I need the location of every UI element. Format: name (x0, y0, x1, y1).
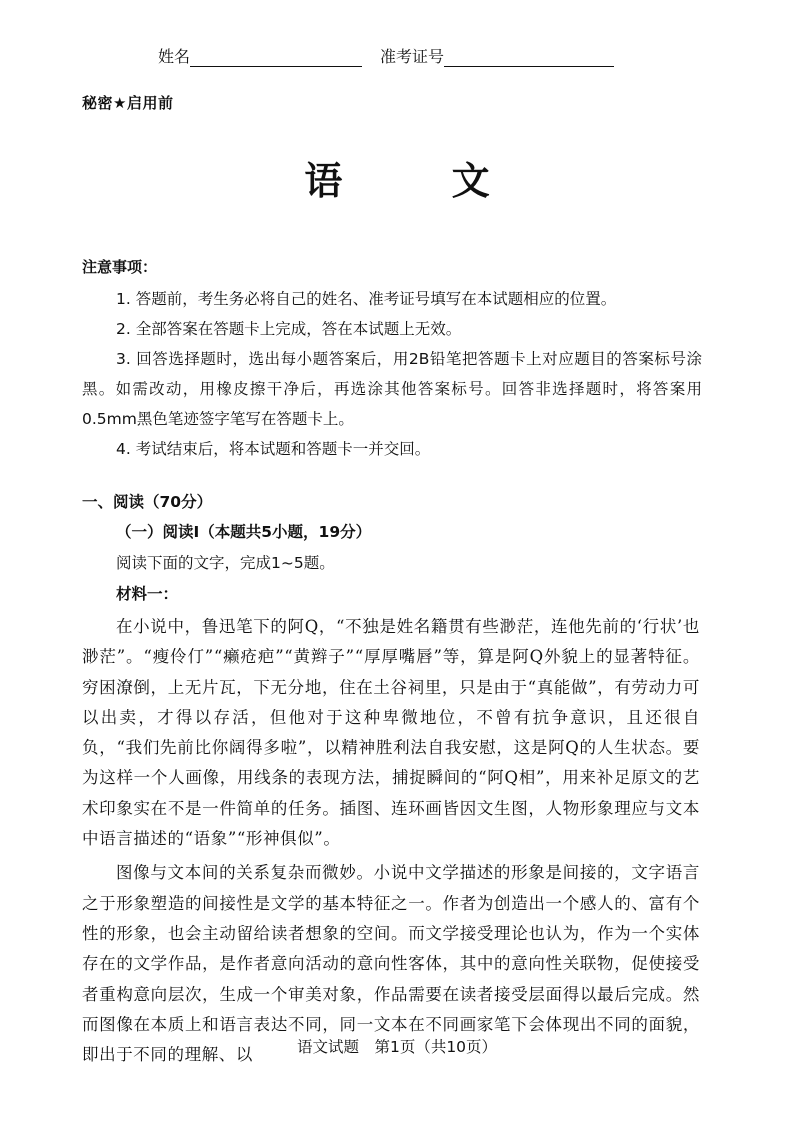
notice-item: 3. 回答选择题时，选出每小题答案后，用2B铅笔把答题卡上对应题目的答案标号涂黑。如需改动，用橡皮擦干净后，再选涂其他答案标号。回答非选择题时，将答案用0.5mm黑色笔迹签字笔写在答题卡上。 (82, 350, 702, 428)
notice-item: 2. 全部答案在答题卡上完成，答在本试题上无效。 (116, 320, 462, 338)
passage-paragraph: 图像与文本间的关系复杂而微妙。小说中文学描述的形象是间接的，文字语言之于形象塑造的间接性是文学的基本特征之一。作者为创造出一个感人的、富有个性的形象，也会主动留给读者想象的空间。而文学接受理论也认为，作为一个实体存在的文学作品，是作者意向活动的意向性客体，其中的意向性关联物，促使接受者重构意向层次，生成一个审美对象，作品需要在读者接受层面得以最后完成。然而图像在本质上和语言表达不同，同一文本在不同画家笔下会体现出不同的面貌，即出于不同的理解、以 (82, 863, 700, 1065)
section-title: 一、阅读（70分） (82, 493, 213, 511)
exam-id-label: 准考证号 (380, 47, 445, 66)
sub-section-title: （一）阅读Ⅰ（本题共5小题，19分） (116, 523, 372, 541)
name-field[interactable] (190, 48, 362, 67)
material-label: 材料一： (116, 585, 179, 603)
name-label: 姓名 (158, 47, 191, 66)
notice-item: 1. 答题前，考生务必将自己的姓名、准考证号填写在本试题相应的位置。 (116, 290, 617, 308)
page-footer: 语文试题 第1页（共10页） (296, 1038, 498, 1056)
reading-instruction: 阅读下面的文字，完成1~5题。 (116, 554, 335, 572)
passage-paragraph: 在小说中，鲁迅笔下的阿Q，“不独是姓名籍贯有些渺茫，连他先前的‘行状’也渺茫”。“瘦伶仃”“癞疮疤”“黄辫子”“厚厚嘴唇”等，算是阿Q外貌上的显著特征。穷困潦倒，上无片瓦，下无分地，住在土谷祠里，只是由于“真能做”，有劳动力可以出卖，才得以存活，但他对于这种卑微地位，不曾有抗争意识，且还很自负，“我们先前比你阔得多啦”，以精神胜利法自我安慰，这是阿Q的人生状态。要为这样一个人画像，用线条的表现方法，捕捉瞬间的“阿Q相”，用来补足原文的艺术印象实在不是一件简单的任务。插图、连环画皆因文生图，人物形象理应与文本中语言描述的“语象”“形神俱似”。 (82, 617, 700, 849)
notice-item: 4. 考试结束后，将本试题和答题卡一并交回。 (116, 440, 431, 458)
notice-title: 注意事项： (82, 258, 158, 276)
reading-passage (82, 612, 700, 1070)
page-title: 语 文 (304, 158, 538, 203)
exam-id-field[interactable] (444, 48, 614, 67)
candidate-info-row (158, 44, 614, 67)
secret-mark: 秘密★启用前 (82, 94, 174, 112)
notice-list (82, 284, 702, 464)
